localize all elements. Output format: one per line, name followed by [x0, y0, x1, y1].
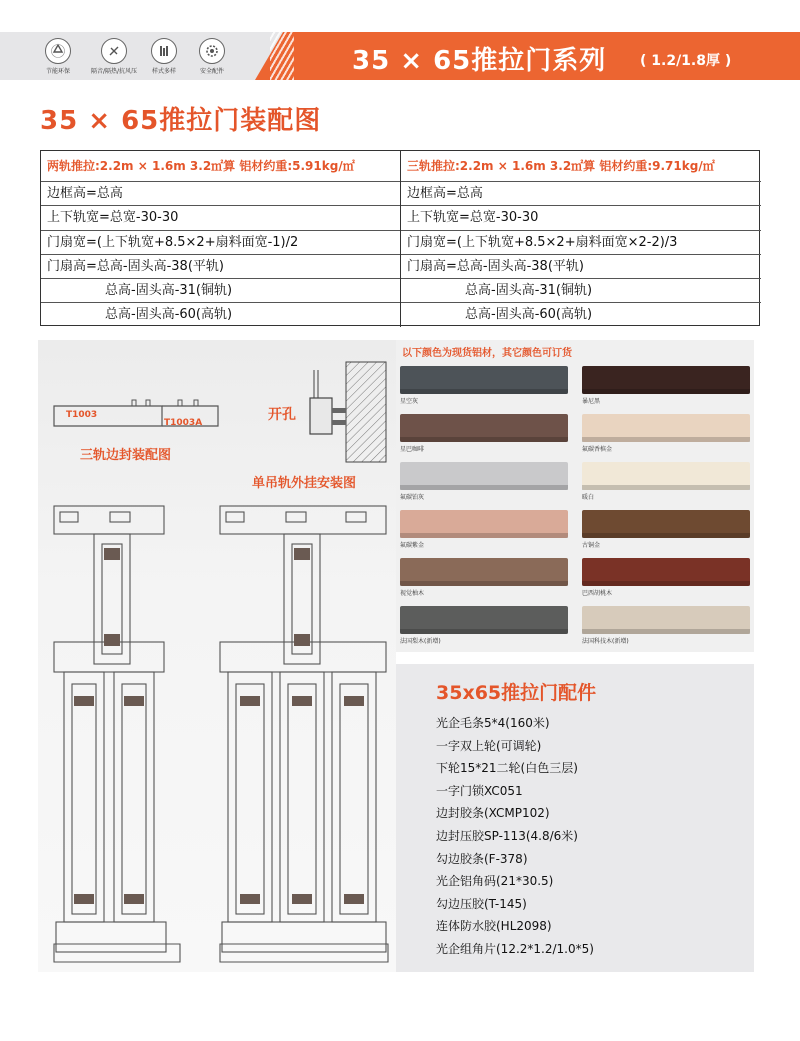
two-rail-section-drawing	[50, 504, 200, 964]
color-panel-title: 以下颜色为现货铝材，其它颜色可订货	[402, 348, 572, 359]
gear-icon	[199, 38, 225, 64]
spec-column-three-rail	[401, 151, 761, 327]
feature-insulation: 隔音/隔热/抗风压	[86, 38, 142, 75]
color-swatch	[582, 366, 750, 394]
color-swatch	[400, 558, 568, 586]
accessories-title: 35x65推拉门配件	[436, 682, 597, 704]
list-item: 勾边压胶(T-145)	[436, 896, 527, 911]
label-three-rail-assembly: 三轨边封装配图	[80, 448, 172, 463]
label-t1003a: T1003A	[164, 418, 203, 428]
list-item: 边封压胶SP-113(4.8/6米)	[436, 828, 578, 843]
label-hole: 开孔	[268, 407, 296, 423]
color-name: 视觉柚木	[400, 590, 425, 597]
color-swatch	[582, 606, 750, 634]
color-swatch	[400, 606, 568, 634]
color-swatch	[400, 510, 568, 538]
color-swatch	[582, 558, 750, 586]
color-swatch	[582, 414, 750, 442]
style-icon	[151, 38, 177, 64]
three-rail-section-drawing	[216, 504, 392, 964]
spec-row: 总高-固头高-60(高轨)	[401, 302, 761, 326]
color-name: 法国科技木(新增)	[582, 638, 629, 645]
list-item: 光企组角片(12.2*1.2/1.0*5)	[436, 941, 594, 956]
list-item: 一字门锁XC051	[436, 783, 523, 798]
spec-row: 门扇高=总高-固头高-38(平轨)	[41, 254, 400, 278]
spec-row: 门扇宽=(上下轨宽+8.5×2+扇料面宽-1)/2	[41, 230, 400, 254]
color-name: 暴尼黑	[582, 398, 601, 405]
color-name: 法国梨木(新增)	[400, 638, 441, 645]
spec-row: 总高-固头高-60(高轨)	[41, 302, 400, 326]
feature-safety: 安全配件	[184, 38, 240, 75]
section-title: 35 × 65推拉门装配图	[40, 106, 322, 136]
spec-row: 门扇宽=(上下轨宽+8.5×2+扇料面宽×2-2)/3	[401, 230, 761, 254]
label-t1003: T1003	[66, 410, 98, 420]
list-item: 边封胶条(XCMP102)	[436, 806, 550, 821]
accessories-list	[436, 712, 594, 961]
shield-icon	[101, 38, 127, 64]
spec-row: 边框高=总高	[41, 181, 400, 205]
spec-row: 总高-固头高-31(铜轨)	[41, 278, 400, 302]
feature-eco: 节能环保	[30, 38, 86, 75]
spec-heading: 三轨推拉:2.2m × 1.6m 3.2㎡算 铝材约重:9.71kg/㎡	[407, 159, 715, 173]
color-swatch	[582, 510, 750, 538]
spec-heading: 两轨推拉:2.2m × 1.6m 3.2㎡算 铝材约重:5.91kg/㎡	[47, 159, 355, 173]
spec-row: 边框高=总高	[401, 181, 761, 205]
color-name: 古铜金	[582, 542, 601, 549]
header-subtitle: ( 1.2/1.8厚 )	[640, 53, 732, 69]
list-item: 连体防水胶(HL2098)	[436, 919, 552, 934]
header-title: 35 × 65推拉门系列	[352, 46, 607, 76]
color-swatch-panel	[396, 340, 754, 652]
color-name: 氟碳紫金	[400, 542, 425, 549]
header-stripes	[270, 32, 294, 80]
color-name: 星空灰	[400, 398, 419, 405]
label-hanging-install: 单吊轨外挂安装图	[252, 476, 357, 491]
spec-row: 总高-固头高-31(铜轨)	[401, 278, 761, 302]
spec-row: 门扇高=总高-固头高-38(平轨)	[401, 254, 761, 278]
spec-table	[40, 150, 760, 326]
page-header	[0, 0, 800, 80]
list-item: 光企毛条5*4(160米)	[436, 716, 550, 730]
spec-row: 上下轨宽=总宽-30-30	[41, 205, 400, 229]
color-name: 巴西胡桃木	[582, 590, 613, 597]
color-name: 星巴咖啡	[400, 446, 425, 453]
recycle-icon	[45, 38, 71, 64]
color-name: 氟碳香槟金	[582, 446, 613, 453]
list-item: 勾边胶条(F-378)	[436, 851, 528, 866]
color-name: 暖白	[582, 494, 595, 501]
spec-column-two-rail	[41, 151, 401, 327]
list-item: 下轮15*21二轮(白色三层)	[436, 761, 578, 776]
color-swatch	[400, 462, 568, 490]
list-item: 光企铝角码(21*30.5)	[436, 874, 554, 889]
list-item: 一字双上轮(可调轮)	[436, 738, 542, 753]
color-swatch	[400, 366, 568, 394]
feature-style: 样式多样	[136, 38, 192, 75]
color-swatch	[582, 462, 750, 490]
spec-row: 上下轨宽=总宽-30-30	[401, 205, 761, 229]
hanging-rail-drawing	[304, 358, 394, 468]
color-swatch	[400, 414, 568, 442]
assembly-diagram-panel	[38, 340, 396, 972]
accessories-panel	[396, 664, 754, 972]
color-name: 氟碳铂灰	[400, 494, 425, 501]
